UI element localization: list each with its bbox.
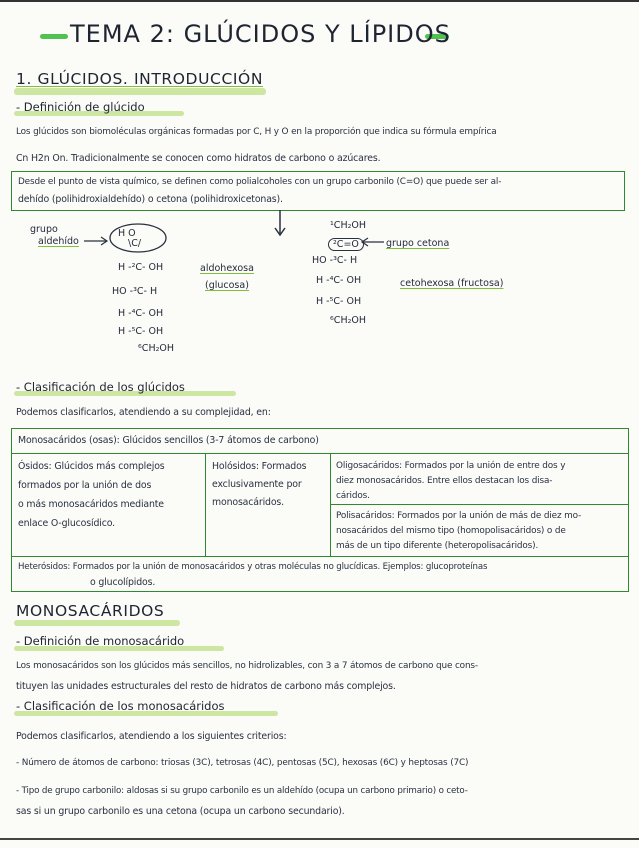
aldo-name: aldohexosa: [200, 263, 254, 274]
keto-row-5: H -⁵C- OH: [316, 296, 362, 307]
table-heterosidos-1: Heterósidos: Formados por la unión de monosacáridos y otras moléculas no glucídicas. Ejemplos: glucoproteínas: [18, 562, 488, 572]
classification-intro: Podemos clasificarlos, atendiendo a su complejidad, en:: [16, 407, 271, 418]
table-oligo-2: diez monosacáridos. Entre ellos destacan los disa-: [336, 476, 553, 486]
top-rule: [0, 0, 639, 2]
table-monosacaridos: Monosacáridos (osas): Glúcidos sencillos (3-7 átomos de carbono): [18, 435, 319, 446]
aldo-row-2: H -²C- OH: [118, 262, 164, 273]
table-oligo-1: Oligosacáridos: Formados por la unión de entre dos y: [336, 461, 566, 471]
aldo-row-3: HO -³C- H: [112, 286, 158, 297]
keto-row-4: H -⁴C- OH: [316, 275, 362, 286]
table-hline-1: [11, 453, 629, 454]
aldo-row-6: ⁶CH₂OH: [138, 343, 175, 354]
aldo-group-label-1: grupo: [30, 224, 58, 235]
mono-criterion-2-line-1: - Tipo de grupo carbonilo: aldosas si su grupo carbonilo es un aldehído (ocupa un carbono primario) o ceto-: [16, 786, 468, 796]
box-line-1: Desde el punto de vista químico, se definen como polialcoholes con un grupo carbonilo (C=O) que puede ser al-: [18, 177, 502, 187]
definition-line-1: Los glúcidos son biomoléculas orgánicas formadas por C, H y O en la proporción que indica su fórmula empírica: [16, 127, 497, 137]
mono-criterion-1: - Número de átomos de carbono: triosas (3C), tetrosas (4C), pentosas (5C), hexosas (6C) y heptosas (7C): [16, 758, 469, 768]
subheading-classification: - Clasificación de los glúcidos: [16, 380, 185, 394]
title-highlight-left: [40, 34, 68, 39]
table-vline-1: [205, 453, 206, 556]
table-holosidos-3: monosacáridos.: [212, 497, 284, 508]
section1-heading: 1. GLÚCIDOS. INTRODUCCIÓN: [16, 70, 264, 88]
table-poli-3: más de un tipo diferente (heteropolisacáridos).: [336, 541, 539, 551]
table-vline-2: [330, 453, 331, 556]
arrow-down-icon: [270, 210, 290, 238]
keto-row-3: HO -³C- H: [312, 255, 358, 266]
aldo-group-label-2: aldehído: [38, 236, 79, 247]
mono-definition-line-2: tituyen las unidades estructurales del resto de hidratos de carbono más complejos.: [16, 681, 396, 692]
section1-heading-highlight: [14, 88, 266, 95]
aldo-c1-top: H O: [118, 228, 136, 239]
aldo-c1-bottom: \C/: [128, 238, 142, 249]
page-title: TEMA 2: GLÚCIDOS Y LÍPIDOS: [70, 20, 451, 48]
keto-row-2: ²C=O: [328, 238, 364, 251]
keto-group-label: grupo cetona: [386, 238, 450, 249]
section2-heading-highlight: [14, 620, 180, 626]
table-hline-3: [330, 504, 629, 505]
keto-group-arrow-icon: [360, 236, 384, 248]
subheading-mono-definition: - Definición de monosacárido: [16, 634, 185, 648]
keto-row-6: ⁶CH₂OH: [330, 315, 367, 326]
aldo-group-arrow-icon: [84, 236, 110, 246]
mono-criterion-2-line-2: sas si un grupo carbonilo es una cetona (ocupa un carbono secundario).: [16, 806, 345, 817]
table-poli-2: nosacáridos del mismo tipo (homopolisacáridos) o de: [336, 526, 566, 536]
section2-heading: MONOSACÁRIDOS: [16, 602, 165, 620]
table-heterosidos-2: o glucolípidos.: [90, 577, 156, 588]
subheading-definition: - Definición de glúcido: [16, 100, 145, 114]
table-osidos-1: Ósidos: Glúcidos más complejos: [18, 461, 165, 472]
table-hline-2: [11, 556, 629, 557]
table-poli-1: Polisacáridos: Formados por la unión de más de diez mo-: [336, 511, 582, 521]
subheading-mono-classification: - Clasificación de los monosacáridos: [16, 699, 225, 713]
table-osidos-3: o más monosacáridos mediante: [18, 499, 164, 510]
table-oligo-3: cáridos.: [336, 491, 370, 501]
keto-name: cetohexosa (fructosa): [400, 278, 504, 289]
aldo-example: (glucosa): [205, 280, 249, 291]
table-holosidos-2: exclusivamente por: [212, 479, 302, 490]
aldo-row-4: H -⁴C- OH: [118, 308, 164, 319]
definition-line-2: Cn H2n On. Tradicionalmente se conocen como hidratos de carbono o azúcares.: [16, 153, 381, 164]
box-line-2: dehído (polihidroxialdehído) o cetona (polihidroxicetonas).: [18, 194, 283, 205]
table-holosidos-1: Holósidos: Formados: [212, 461, 307, 472]
keto-row-1: ¹CH₂OH: [330, 220, 367, 231]
mono-class-intro: Podemos clasificarlos, atendiendo a los siguientes criterios:: [16, 731, 287, 742]
table-osidos-2: formados por la unión de dos: [18, 480, 152, 491]
bottom-rule: [0, 838, 639, 840]
table-osidos-4: enlace O-glucosídico.: [18, 518, 115, 529]
mono-definition-line-1: Los monosacáridos son los glúcidos más sencillos, no hidrolizables, con 3 a 7 átomos de carbono que cons-: [16, 661, 478, 671]
aldo-row-5: H -⁵C- OH: [118, 326, 164, 337]
